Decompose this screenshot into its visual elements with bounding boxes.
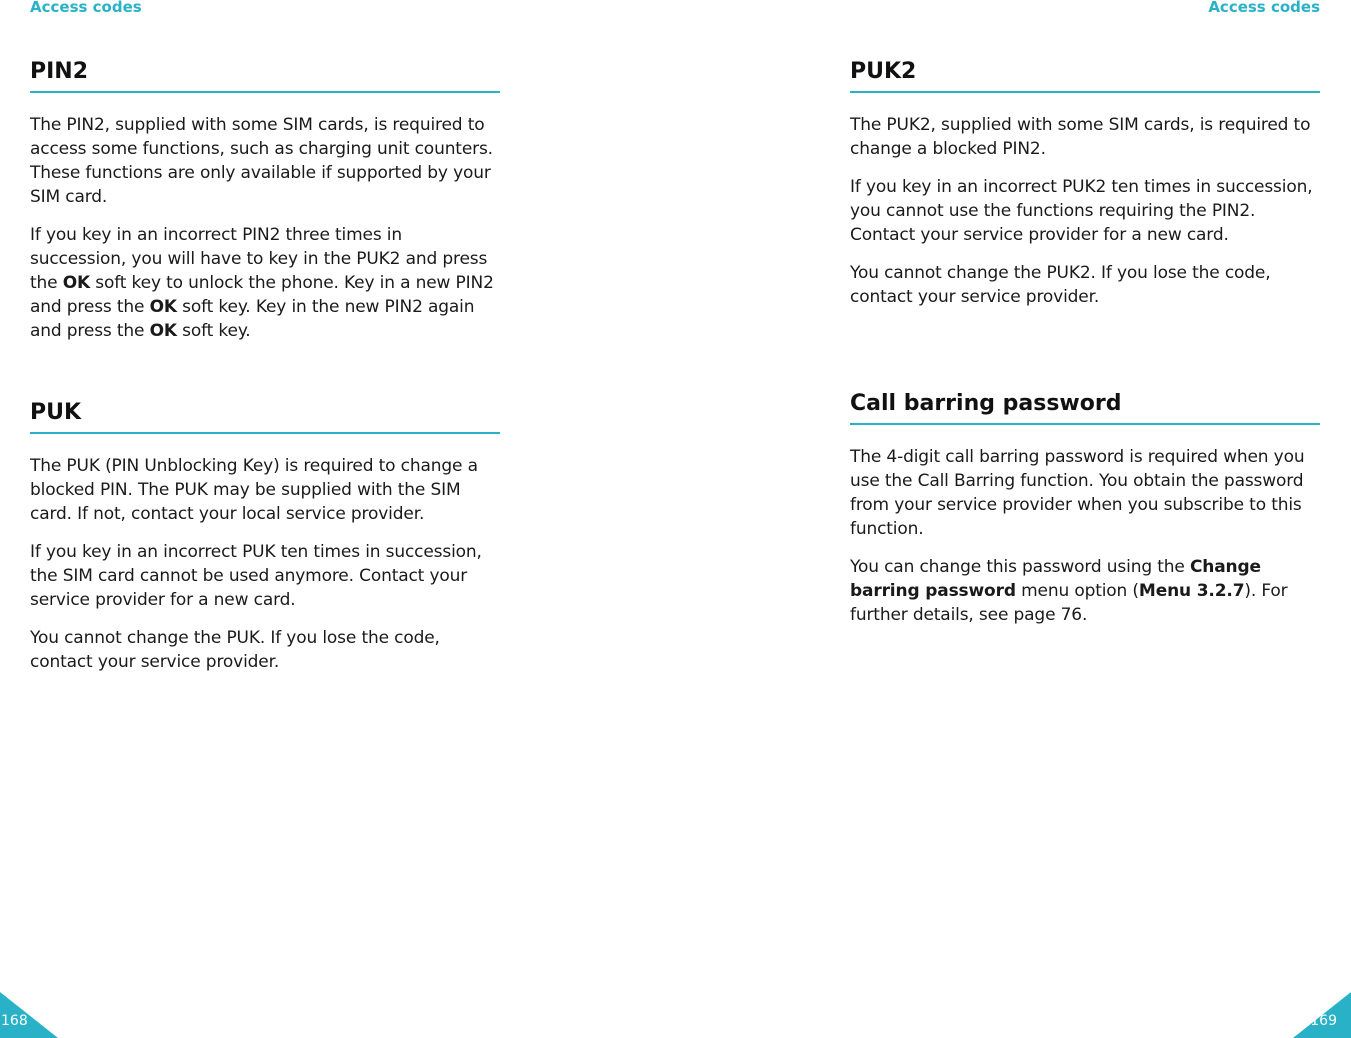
- section-puk: [30, 398, 500, 674]
- puk-paragraph-3: You cannot change the PUK. If you lose the code, contact your service provider.: [30, 628, 440, 672]
- puk-paragraph-1: The PUK (PIN Unblocking Key) is required to change a blocked PIN. The PUK may be supplied with the SIM card. If not, contact your local service provider.: [30, 456, 478, 524]
- section-puk2: [850, 57, 1320, 309]
- puk-paragraph-2: If you key in an incorrect PUK ten times in succession, the SIM card cannot be used anymore. Contact your service provider for a new card.: [30, 542, 482, 610]
- heading-pin2: PIN2: [30, 57, 500, 93]
- heading-call-barring-password: Call barring password: [850, 389, 1320, 425]
- menu-number-label: Menu 3.2.7: [1138, 581, 1245, 601]
- text-run: soft key. Key in the new PIN2 again and press the: [30, 297, 475, 341]
- text-run: ). For further details, see page 76.: [850, 581, 1288, 625]
- text-run: If you key in an incorrect PIN2 three times in succession, you will have to key in the PUK2 and press the: [30, 225, 488, 293]
- page-number-left: 168: [1, 1013, 28, 1029]
- ok-key-label: OK: [149, 321, 177, 341]
- call-barring-paragraph-2: [850, 555, 1320, 627]
- heading-puk2: PUK2: [850, 57, 1320, 93]
- call-barring-paragraph-1: The 4-digit call barring password is required when you use the Call Barring function. You obtain the password from your service provider when you subscribe to this function.: [850, 447, 1305, 539]
- ok-key-label: OK: [62, 273, 91, 293]
- pin2-paragraph-2: [30, 223, 500, 343]
- ok-key-label: OK: [149, 297, 177, 317]
- text-run: soft key.: [176, 321, 251, 341]
- running-head-left: Access codes: [30, 0, 142, 16]
- page-number-right: 169: [1310, 1013, 1337, 1029]
- running-head-right: Access codes: [1208, 0, 1320, 16]
- heading-puk: PUK: [30, 398, 500, 434]
- puk2-paragraph-1: The PUK2, supplied with some SIM cards, is required to change a blocked PIN2.: [850, 115, 1311, 159]
- puk2-paragraph-2: If you key in an incorrect PUK2 ten times in succession, you cannot use the functions requiring the PIN2. Contact your service provider for a new card.: [850, 177, 1313, 245]
- text-run: menu option (: [1015, 581, 1139, 601]
- pin2-paragraph-1: The PIN2, supplied with some SIM cards, is required to access some functions, such as charging unit counters. These functions are only available if supported by your SIM card.: [30, 115, 493, 207]
- section-pin2: [30, 57, 500, 343]
- section-call-barring: [850, 389, 1320, 627]
- text-run: soft key to unlock the phone. Key in a new PIN2 and press the: [30, 273, 494, 317]
- menu-option-label: Change barring password: [850, 557, 1261, 601]
- puk2-paragraph-3: You cannot change the PUK2. If you lose the code, contact your service provider.: [850, 263, 1271, 307]
- text-run: You can change this password using the: [850, 557, 1190, 577]
